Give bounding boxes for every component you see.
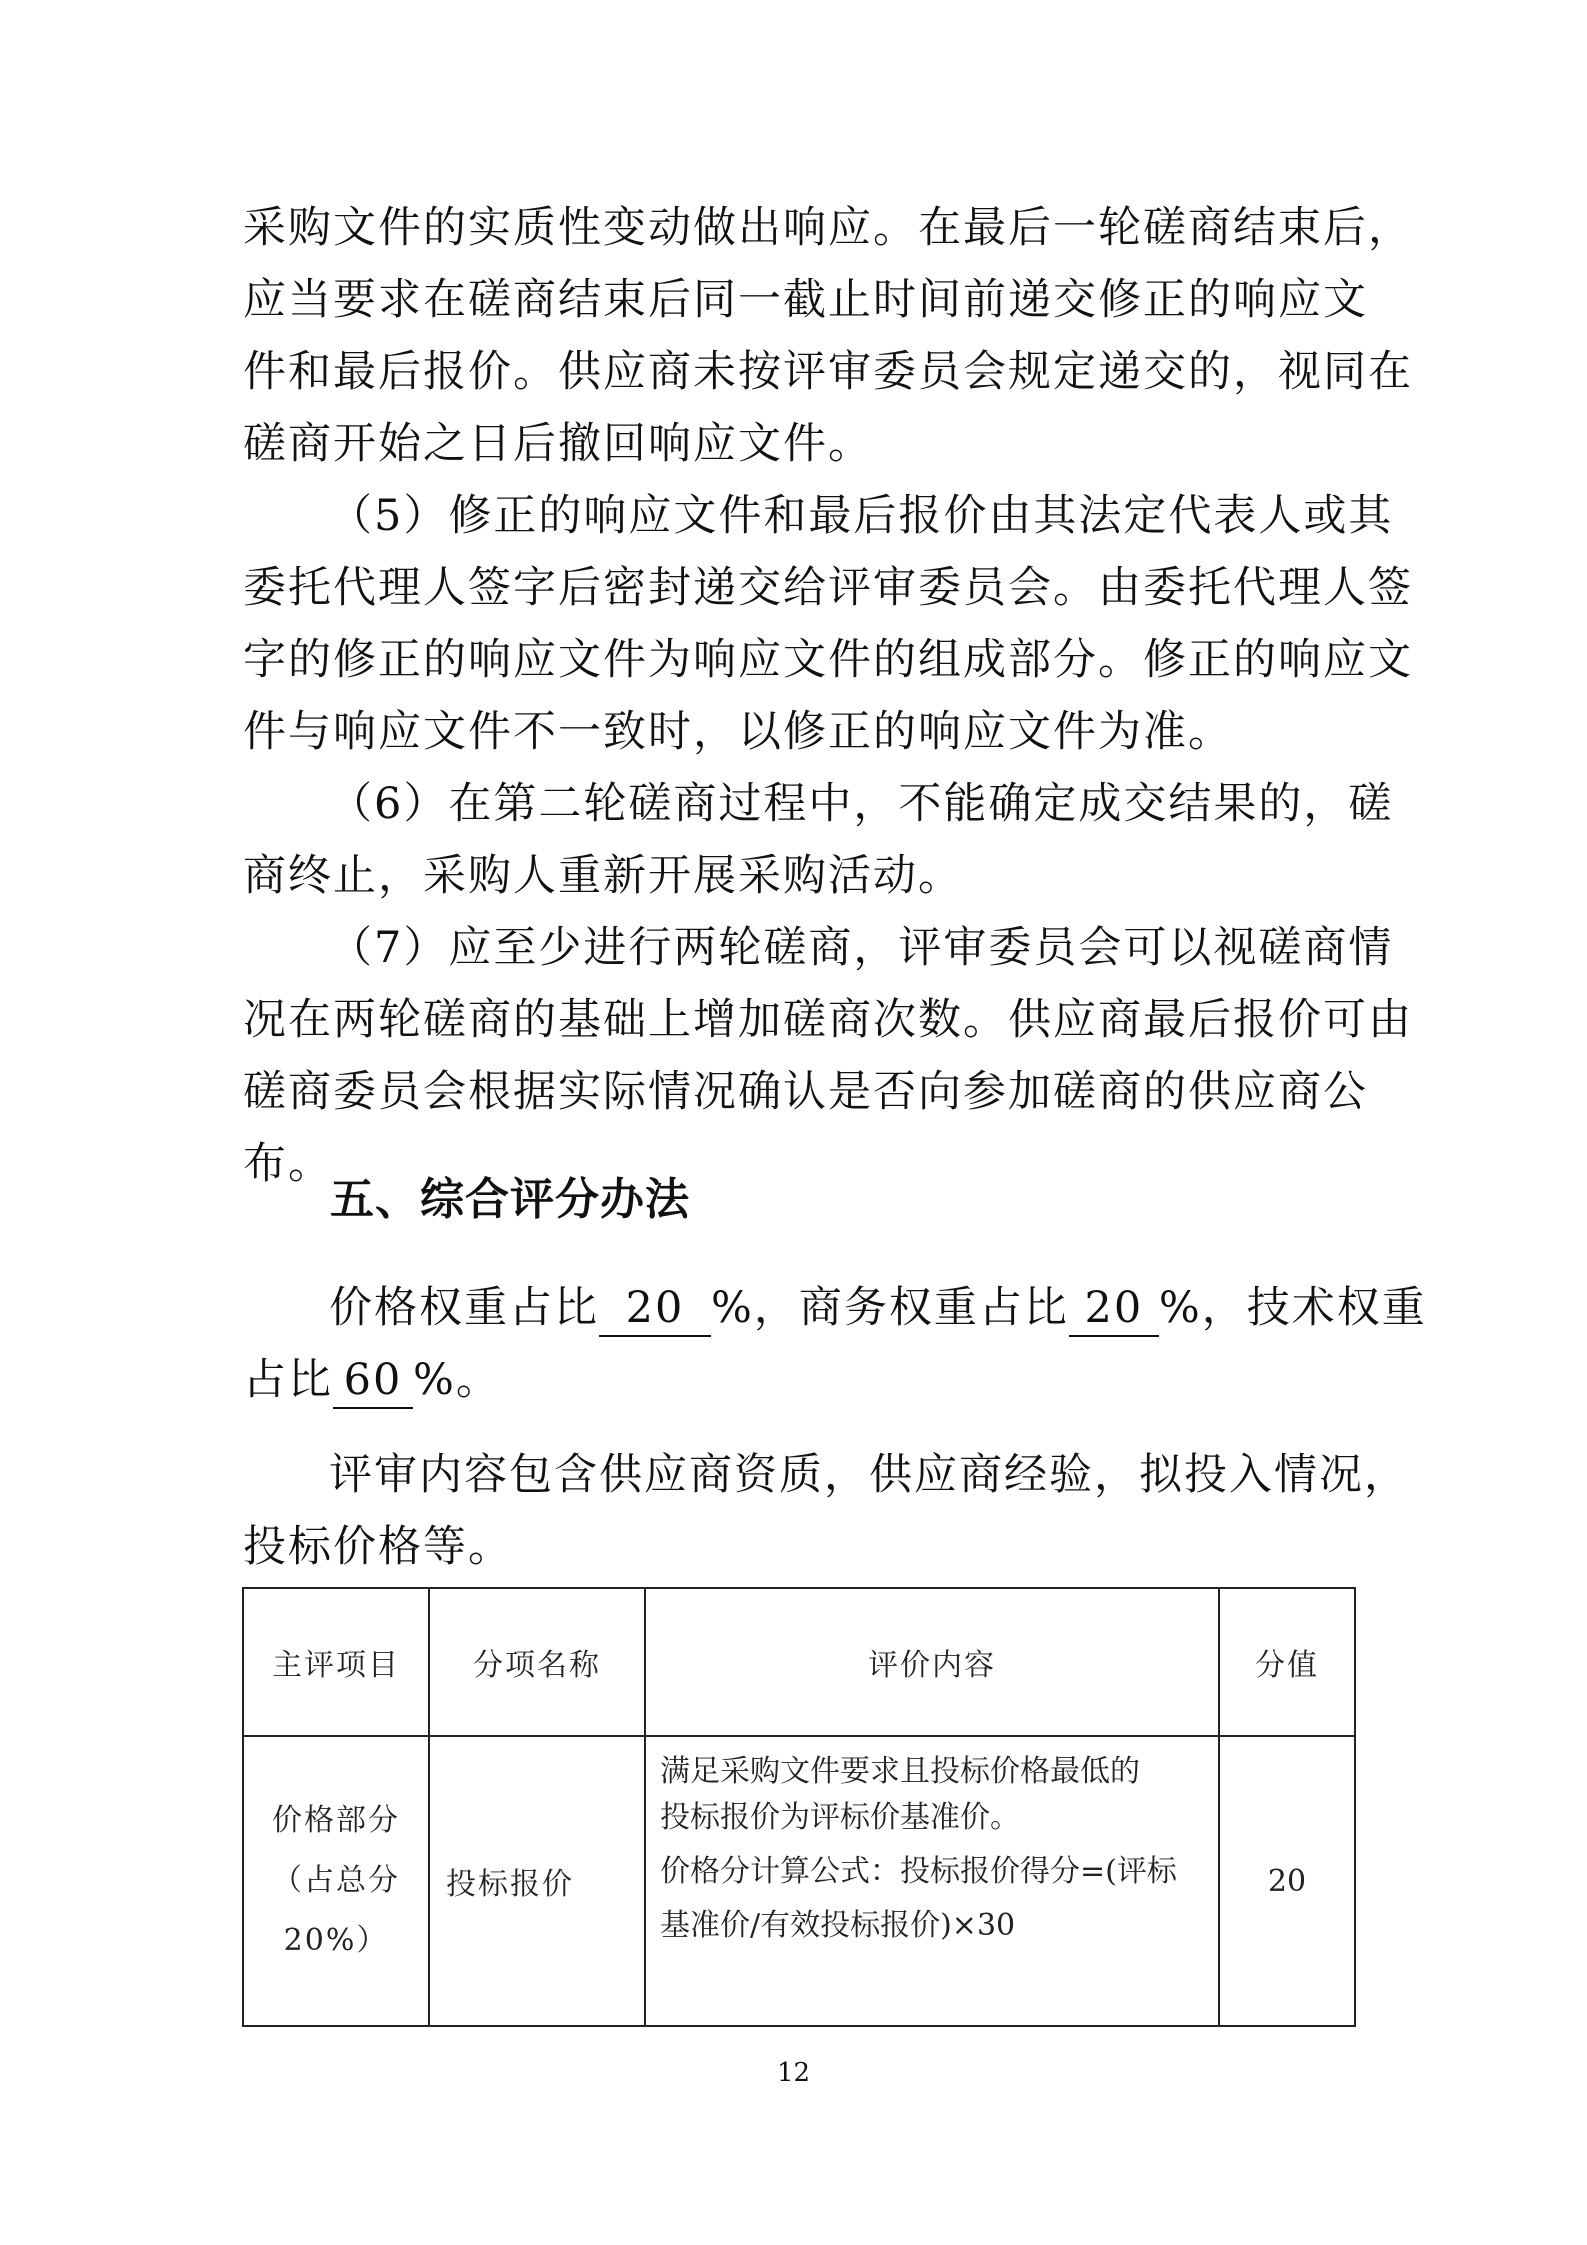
- content-line: 基准价/有效投标报价)×30: [660, 1908, 1016, 1943]
- price-weight-value: 20: [599, 1281, 711, 1337]
- text-line: 字的修正的响应文件为响应文件的组成部分。修正的响应文: [243, 635, 1413, 685]
- content-gap: [660, 1841, 1204, 1849]
- weights-end: %。: [413, 1355, 501, 1405]
- content-line: 价格分计算公式：投标报价得分=(评标: [660, 1854, 1177, 1889]
- scoring-table: [242, 1587, 1356, 2027]
- text-line: 件与响应文件不一致时，以修正的响应文件为准。: [243, 707, 1233, 757]
- main-item-line: （占总分: [272, 1863, 400, 1898]
- table-header-row: [243, 1588, 1355, 1736]
- header-sub-item: 分项名称: [429, 1588, 645, 1736]
- sub-item-cell: 投标报价: [429, 1736, 645, 2026]
- content-gap: [660, 1895, 1204, 1903]
- content-line: 投标报价为评标价基准价。: [660, 1800, 1020, 1835]
- text-line: 件和最后报价。供应商未按评审委员会规定递交的，视同在: [243, 347, 1413, 397]
- business-weight-label: %，商务权重占比: [711, 1283, 1069, 1333]
- content-cell: [645, 1736, 1219, 2026]
- main-item-line: 20%）: [283, 1923, 389, 1958]
- section-heading: 五、综合评分办法: [330, 1174, 690, 1225]
- tech-weight-value: 60: [333, 1353, 413, 1409]
- header-main-item: 主评项目: [243, 1588, 429, 1736]
- price-weight-label: 价格权重占比: [329, 1283, 599, 1333]
- text-line: 况在两轮磋商的基础上增加磋商次数。供应商最后报价可由: [243, 995, 1413, 1045]
- header-score: 分值: [1219, 1588, 1355, 1736]
- tech-weight-prefix: 占比: [243, 1355, 333, 1405]
- text-line: 磋商委员会根据实际情况确认是否向参加磋商的供应商公: [243, 1067, 1368, 1117]
- text-line: 采购文件的实质性变动做出响应。在最后一轮磋商结束后，: [243, 203, 1413, 253]
- main-item-line: 价格部分: [272, 1803, 400, 1838]
- table-row: [243, 1736, 1355, 2026]
- header-content: 评价内容: [645, 1588, 1219, 1736]
- weights-line-2: [243, 1345, 501, 1415]
- text-line: （7）应至少进行两轮磋商，评审委员会可以视磋商情: [329, 923, 1394, 973]
- business-weight-value: 20: [1069, 1281, 1159, 1337]
- content-line: 满足采购文件要求且投标价格最低的: [660, 1754, 1140, 1789]
- text-line: （5）修正的响应文件和最后报价由其法定代表人或其: [329, 491, 1394, 541]
- text-line: 布。: [243, 1139, 333, 1189]
- main-item-cell: [243, 1736, 429, 2026]
- text-line: 应当要求在磋商结束后同一截止时间前递交修正的响应文: [243, 275, 1368, 325]
- page-number: 12: [776, 2058, 811, 2088]
- tech-weight-label: %，技术权重: [1158, 1283, 1427, 1333]
- text-line: 磋商开始之日后撤回响应文件。: [243, 419, 873, 469]
- weights-line: [329, 1273, 1427, 1343]
- text-line: 投标价格等。: [243, 1522, 513, 1572]
- text-line: 评审内容包含供应商资质，供应商经验，拟投入情况，: [329, 1450, 1409, 1500]
- text-line: 商终止，采购人重新开展采购活动。: [243, 851, 963, 901]
- text-line: （6）在第二轮磋商过程中，不能确定成交结果的，磋: [329, 779, 1394, 829]
- text-line: 委托代理人签字后密封递交给评审委员会。由委托代理人签: [243, 563, 1413, 613]
- score-cell: 20: [1219, 1736, 1355, 2026]
